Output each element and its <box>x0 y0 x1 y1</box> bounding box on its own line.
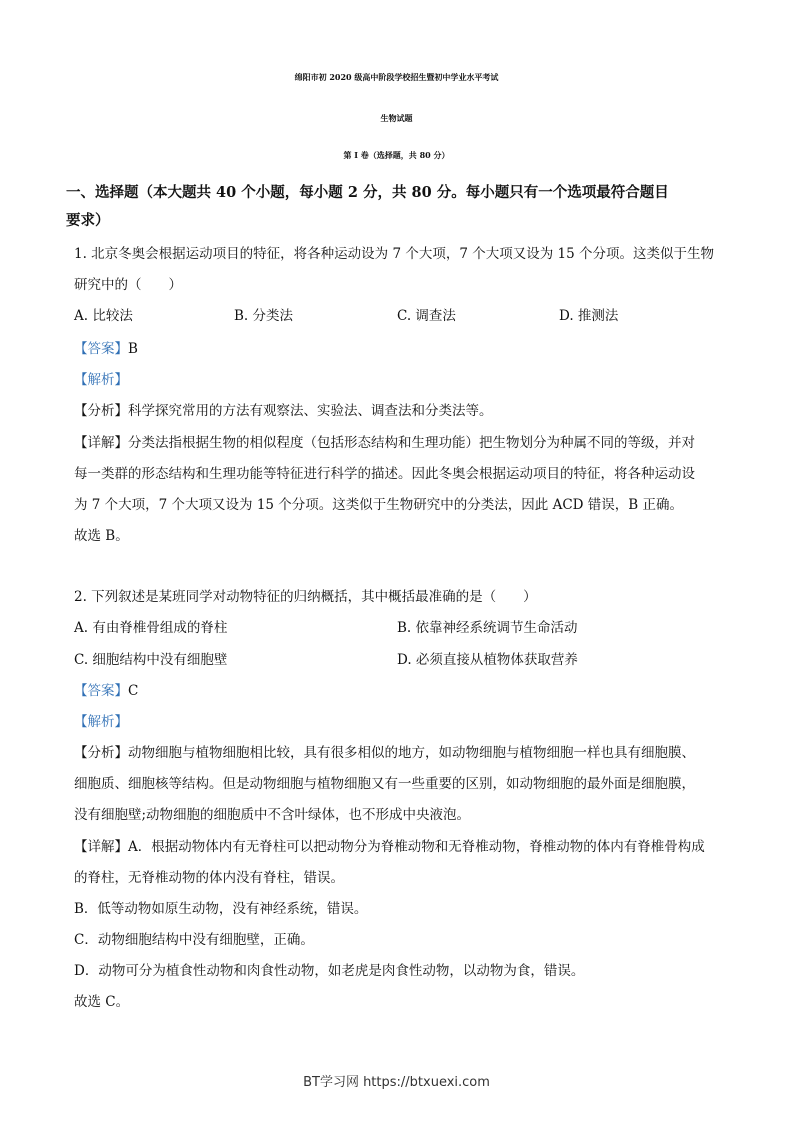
fenxi-text: 动物细胞与植物细胞相比较，具有很多相似的地方，如动物细胞与植物细胞一样也具有细胞膜、 <box>128 745 695 761</box>
q2-analysis-tag: 【解析】 <box>74 714 128 730</box>
q2-xiangjie-line1 <box>74 838 705 856</box>
q1-stem-line2: 研究中的（ ） <box>74 277 182 293</box>
q2-option-b-explanation: B．低等动物如原生动物，没有神经系统，错误。 <box>74 901 368 917</box>
q1-conclusion: 故选 B。 <box>74 528 129 544</box>
section-heading-line2: 要求） <box>66 212 110 229</box>
xiangjie-tag: 【详解】 <box>74 435 128 451</box>
q2-option-b: B. 依靠神经系统调节生命活动 <box>397 620 578 636</box>
exam-title: 绵阳市初 2020 级高中阶段学校招生暨初中学业水平考试 <box>294 72 499 82</box>
q1-xiangjie-line1 <box>74 434 695 452</box>
q1-option-b: B. 分类法 <box>234 308 294 324</box>
q2-option-d-explanation: D．动物可分为植食性动物和肉食性动物，如老虎是肉食性动物，以动物为食，错误。 <box>74 963 585 979</box>
xiangjie-text: 分类法指根据生物的相似程度（包括形态结构和生理功能）把生物划分为种属不同的等级，并对 <box>128 435 695 451</box>
q2-xiangjie-line2: 的脊柱，无脊椎动物的体内没有脊柱，错误。 <box>74 870 344 886</box>
q2-option-c-explanation: C．动物细胞结构中没有细胞壁，正确。 <box>74 932 314 948</box>
q2-fenxi-line3: 没有细胞壁;动物细胞的细胞质中不含叶绿体，也不形成中央液泡。 <box>74 807 471 823</box>
subject-title: 生物试题 <box>380 113 413 123</box>
q1-fenxi <box>74 402 493 420</box>
q2-stem: 2. 下列叙述是某班同学对动物特征的归纳概括，其中概括最准确的是（ ） <box>74 589 537 605</box>
xiangjie-text: A．根据动物体内有无脊柱可以把动物分为脊椎动物和无脊椎动物，脊椎动物的体内有脊椎骨构成 <box>128 839 705 855</box>
q2-option-c: C. 细胞结构中没有细胞壁 <box>74 652 228 668</box>
q1-stem-line1: 1. 北京冬奥会根据运动项目的特征，将各种运动设为 7 个大项，7 个大项又设为 15 个分项。这类似于生物 <box>74 246 714 262</box>
answer-value: B <box>128 341 138 357</box>
xiangjie-tag: 【详解】 <box>74 839 128 855</box>
q1-option-c: C. 调查法 <box>397 308 456 324</box>
q1-xiangjie-line2: 每一类群的形态结构和生理功能等特征进行科学的描述。因此冬奥会根据运动项目的特征，将各种运动设 <box>74 466 695 482</box>
answer-tag: 【答案】 <box>74 341 128 357</box>
q1-xiangjie-line3: 为 7 个大项，7 个大项又设为 15 个分项。这类似于生物研究中的分类法，因此 ACD 错误，B 正确。 <box>74 497 684 513</box>
answer-tag: 【答案】 <box>74 683 128 699</box>
q1-option-d: D. 推测法 <box>559 308 619 324</box>
answer-value: C <box>128 683 139 699</box>
fenxi-tag: 【分析】 <box>74 403 128 419</box>
part-title: 第 I 卷（选择题，共 80 分） <box>343 150 450 160</box>
q2-fenxi-line2: 细胞质、细胞核等结构。但是动物细胞与植物细胞又有一些重要的区别，如动物细胞的最外面是细胞膜， <box>74 776 695 792</box>
q1-option-a: A. 比较法 <box>74 308 133 324</box>
q2-answer <box>74 682 138 700</box>
q1-analysis-tag: 【解析】 <box>74 372 128 388</box>
site-watermark: BT学习网 https://btxuexi.com <box>303 1075 490 1090</box>
q2-option-d: D. 必须直接从植物体获取营养 <box>397 652 578 668</box>
fenxi-tag: 【分析】 <box>74 745 128 761</box>
q1-answer <box>74 340 138 358</box>
q2-conclusion: 故选 C。 <box>74 994 130 1010</box>
q2-fenxi-line1 <box>74 744 695 762</box>
q2-option-a: A. 有由脊椎骨组成的脊柱 <box>74 620 228 636</box>
fenxi-text: 科学探究常用的方法有观察法、实验法、调查法和分类法等。 <box>128 403 493 419</box>
section-heading-line1: 一、选择题（本大题共 40 个小题，每小题 2 分，共 80 分。每小题只有一个选项最符合题目 <box>66 184 669 201</box>
